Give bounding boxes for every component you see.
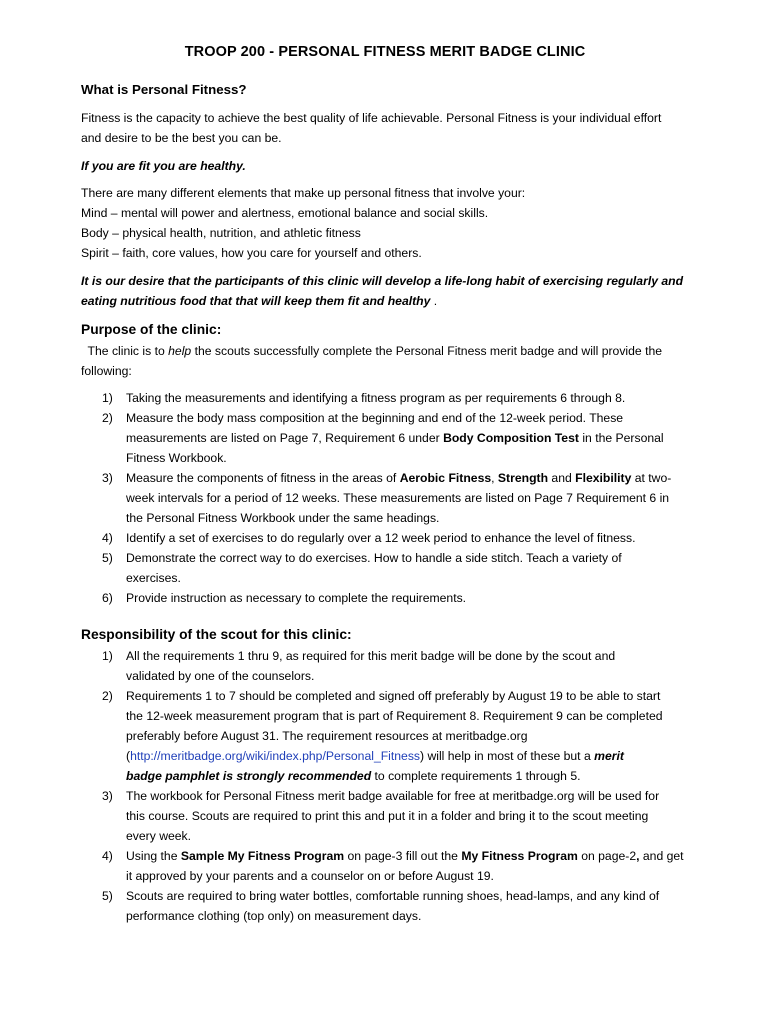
- text-line: and desire to be the best you can be.: [81, 131, 282, 145]
- text-line: Identify a set of exercises to do regularly over a 12 week period to enhance the level of fitness.: [126, 531, 636, 545]
- text-line: every week.: [126, 829, 192, 843]
- text-line: Fitness is the capacity to achieve the best quality of life achievable. Personal Fitness is your individual effort: [81, 111, 662, 125]
- text-line: Demonstrate the correct way to do exercises. How to handle a side stitch. Teach a variety of: [126, 551, 622, 565]
- text-part: ) will help in most of these but a: [420, 749, 595, 763]
- list-item: [81, 388, 696, 408]
- text-line: the 12-week measurement program that is part of Requirement 8. Requirement 9 can be completed: [126, 709, 663, 723]
- text-line: validated by one of the counselors.: [126, 669, 315, 683]
- text-line: It is our desire that the participants of this clinic will develop a life-long habit of exercising regularly and: [81, 274, 684, 288]
- list-item: [81, 468, 696, 528]
- text-line: Requirements 1 to 7 should be completed and signed off preferably by August 19 to be able to start: [126, 689, 661, 703]
- text-period: .: [430, 294, 438, 308]
- item-number: 1): [102, 391, 113, 405]
- list-item: [81, 548, 696, 588]
- text-line: the Personal Fitness Workbook under the same headings.: [126, 511, 440, 525]
- item-number: 1): [102, 649, 113, 663]
- purpose-list: [81, 388, 696, 608]
- text-line: All the requirements 1 thru 9, as required for this merit badge will be done by the scout and: [126, 649, 616, 663]
- clinic-desire-statement: [81, 271, 696, 311]
- heading-purpose: Purpose of the clinic:: [81, 322, 222, 337]
- list-item: [81, 646, 696, 686]
- fit-healthy-statement: If you are fit you are healthy.: [81, 159, 246, 173]
- list-item: [81, 786, 696, 846]
- element-spirit: Spirit – faith, core values, how you care for yourself and others.: [81, 246, 422, 260]
- item-number: 4): [102, 531, 113, 545]
- text-part: Flexibility: [575, 471, 632, 485]
- list-item: [81, 886, 696, 926]
- text-line: this course. Scouts are required to print this and put it in a folder and bring it to the scout meeting: [126, 809, 649, 823]
- list-item: [81, 408, 696, 468]
- text-part: badge pamphlet is strongly recommended: [126, 769, 372, 783]
- text-line: eating nutritious food that that will keep them fit and healthy: [81, 294, 431, 308]
- text-part: on page-2: [577, 849, 637, 863]
- text-part: The clinic is to: [81, 344, 169, 358]
- text-line: Taking the measurements and identifying a fitness program as per requirements 6 through 8.: [126, 391, 626, 405]
- text-line: Fitness Workbook.: [126, 451, 227, 465]
- text-line: Measure the body mass composition at the beginning and end of the 12-week period. These: [126, 411, 624, 425]
- text-part: My Fitness Program: [461, 849, 578, 863]
- responsibility-list: [81, 646, 696, 926]
- meritbadge-link[interactable]: http://meritbadge.org/wiki/index.php/Personal_Fitness: [130, 749, 421, 763]
- item-number: 4): [102, 849, 113, 863]
- item-number: 2): [102, 411, 113, 425]
- list-item: [81, 588, 696, 608]
- list-item: [81, 686, 696, 786]
- heading-responsibility: Responsibility of the scout for this clinic:: [81, 627, 352, 642]
- text-part: to complete requirements 1 through 5.: [371, 769, 581, 783]
- text-part: ,: [636, 849, 640, 863]
- text-part: on page-3 fill out the: [344, 849, 462, 863]
- item-number: 2): [102, 689, 113, 703]
- page-title: TROOP 200 - PERSONAL FITNESS MERIT BADGE CLINIC: [184, 44, 586, 60]
- text-part: (: [126, 749, 131, 763]
- element-body: Body – physical health, nutrition, and athletic fitness: [81, 226, 361, 240]
- item-number: 5): [102, 551, 113, 565]
- text-line: preferably before August 31. The requirement resources at meritbadge.org: [126, 729, 528, 743]
- text-part: measurements are listed on Page 7, Requirement 6 under: [126, 431, 444, 445]
- text-line: performance clothing (top only) on measurement days.: [126, 909, 422, 923]
- fitness-definition: [81, 108, 696, 148]
- heading-what-is-fitness: What is Personal Fitness?: [81, 82, 247, 97]
- text-line: Provide instruction as necessary to complete the requirements.: [126, 591, 467, 605]
- text-line: following:: [81, 364, 132, 378]
- text-line: week intervals for a period of 12 weeks. These measurements are listed on Page 7 Requirement 6 in: [126, 491, 670, 505]
- text-part: Sample My Fitness Program: [180, 849, 345, 863]
- text-line: The workbook for Personal Fitness merit badge available for free at meritbadge.org will be used for: [126, 789, 660, 803]
- fitness-elements: [81, 183, 696, 263]
- item-number: 3): [102, 789, 113, 803]
- text-part: the scouts successfully complete the Personal Fitness merit badge and will provide the: [191, 344, 663, 358]
- purpose-intro: [81, 341, 696, 381]
- text-line: There are many different elements that make up personal fitness that involve your:: [81, 186, 526, 200]
- item-number: 6): [102, 591, 113, 605]
- text-part: and get: [639, 849, 684, 863]
- text-part: in the Personal: [578, 431, 664, 445]
- text-part: Using the: [126, 849, 181, 863]
- text-line: Scouts are required to bring water bottles, comfortable running shoes, head-lamps, and any kind of: [126, 889, 660, 903]
- text-line: it approved by your parents and a counselor on or before August 19.: [126, 869, 494, 883]
- text-part: help: [168, 344, 192, 358]
- item-number: 5): [102, 889, 113, 903]
- text-part: Measure the components of fitness in the areas of: [126, 471, 400, 485]
- text-line: exercises.: [126, 571, 181, 585]
- item-number: 3): [102, 471, 113, 485]
- text-part: ,: [491, 471, 498, 485]
- text-part: Aerobic Fitness: [399, 471, 492, 485]
- text-part: Body Composition Test: [443, 431, 579, 445]
- text-part: Strength: [497, 471, 549, 485]
- text-part: at two-: [631, 471, 672, 485]
- text-part: merit: [594, 749, 624, 763]
- text-part: and: [548, 471, 576, 485]
- list-item: [81, 528, 696, 548]
- element-mind: Mind – mental will power and alertness, emotional balance and social skills.: [81, 206, 489, 220]
- list-item: [81, 846, 696, 886]
